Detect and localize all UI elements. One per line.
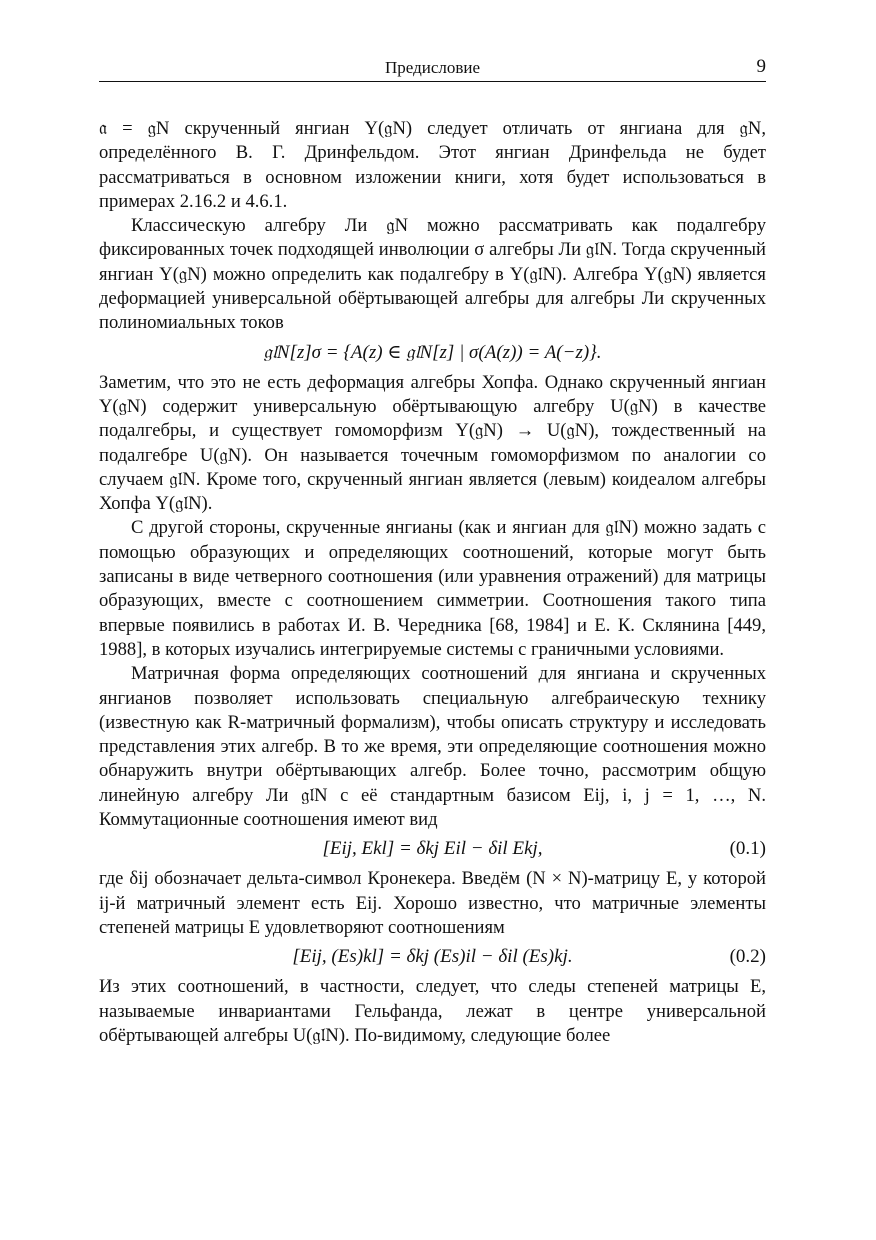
paragraph-1: 𝔞 = 𝔤N скрученный янгиан Y(𝔤N) следует отличать от янгиана для 𝔤N, определённого В. Г. Дринфельдом. Этот янгиан Дринфельда не будет рассматриваться в основном изложении книги, хотя будет использоваться в примерах 2.16.2 и 4.6.1. <box>99 118 766 212</box>
paragraph-5: Матричная форма определяющих соотношений для янгиана и скрученных янгианов позволяет использовать специальную алгебраическую технику (известную как R-матричный формализм), чтобы описать структуру и исследовать представления этих алгебр. В то же время, эти определяющие соотношения можно обнаружить внутри обёртывающих алгебр. Более точно, рассмотрим общую линейную алгебру Ли 𝔤𝔩N с её стандартным базисом Eij, i, j = 1, …, N. Коммутационные соотношения имеют вид <box>99 663 766 831</box>
paragraph-7: Из этих соотношений, в частности, следует, что следы степеней матрицы E, называемые инвариантами Гельфанда, лежат в центре универсальной обёртывающей алгебры U(𝔤𝔩N). По-видимому, следующие более <box>99 976 766 1046</box>
equation-0-2-tag: (0.2) <box>729 946 766 968</box>
equation-currents <box>99 338 766 368</box>
equation-0-2 <box>99 942 766 972</box>
header-rule <box>99 81 766 82</box>
running-header <box>99 58 766 80</box>
equation-0-1-body: [Eij, Ekl] = δkj Eil − δil Ekj, <box>322 838 543 860</box>
equation-0-1 <box>99 834 766 864</box>
page-body <box>99 117 766 1048</box>
page-number: 9 <box>756 56 766 77</box>
paragraph-4: С другой стороны, скрученные янгианы (как и янгиан для 𝔤𝔩N) можно задать с помощью образующих и определяющих соотношений, которые могут быть записаны в виде четверного соотношения (или уравнения отражений) для матрицы образующих, вместе с соотношением симметрии. Соотношения такого типа впервые появились в работах И. В. Чередника [68, 1984] и Е. К. Склянина [449, 1988], в которых изучались интегрируемые системы с граничными условиями. <box>99 517 766 660</box>
running-title: Предисловие <box>384 58 481 77</box>
paragraph-2: Классическую алгебру Ли 𝔤N можно рассматривать как подалгебру фиксированных точек подходящей инволюции σ алгебры Ли 𝔤𝔩N. Тогда скрученный янгиан Y(𝔤N) можно определить как подалгебру в Y(𝔤𝔩N). Алгебра Y(𝔤N) является деформацией универсальной обёртывающей алгебры для алгебры Ли скрученных полиномиальных токов <box>99 215 766 334</box>
equation-0-2-body: [Eij, (Es)kl] = δkj (Es)il − δil (Es)kj. <box>292 946 573 968</box>
equation-currents-body: 𝔤𝔩N[z]σ = {A(z) ∈ 𝔤𝔩N[z] | σ(A(z)) = A(−z)}. <box>263 341 602 363</box>
paragraph-6: где δij обозначает дельта-символ Кронекера. Введём (N × N)-матрицу E, у которой ij-й матричный элемент есть Eij. Хорошо известно, что матричные элементы степеней матрицы E удовлетворяют соотношениям <box>99 868 766 938</box>
equation-0-1-tag: (0.1) <box>729 838 766 860</box>
paragraph-3: Заметим, что это не есть деформация алгебры Хопфа. Однако скрученный янгиан Y(𝔤N) содержит универсальную обёртывающую алгебру U(𝔤N) в качестве подалгебры, и существует гомоморфизм Y(𝔤N) → U(𝔤N), тождественный на подалгебре U(𝔤N). Он называется точечным гомоморфизмом по аналогии со случаем 𝔤𝔩N. Кроме того, скрученный янгиан является (левым) коидеалом алгебры Хопфа Y(𝔤𝔩N). <box>99 371 766 515</box>
